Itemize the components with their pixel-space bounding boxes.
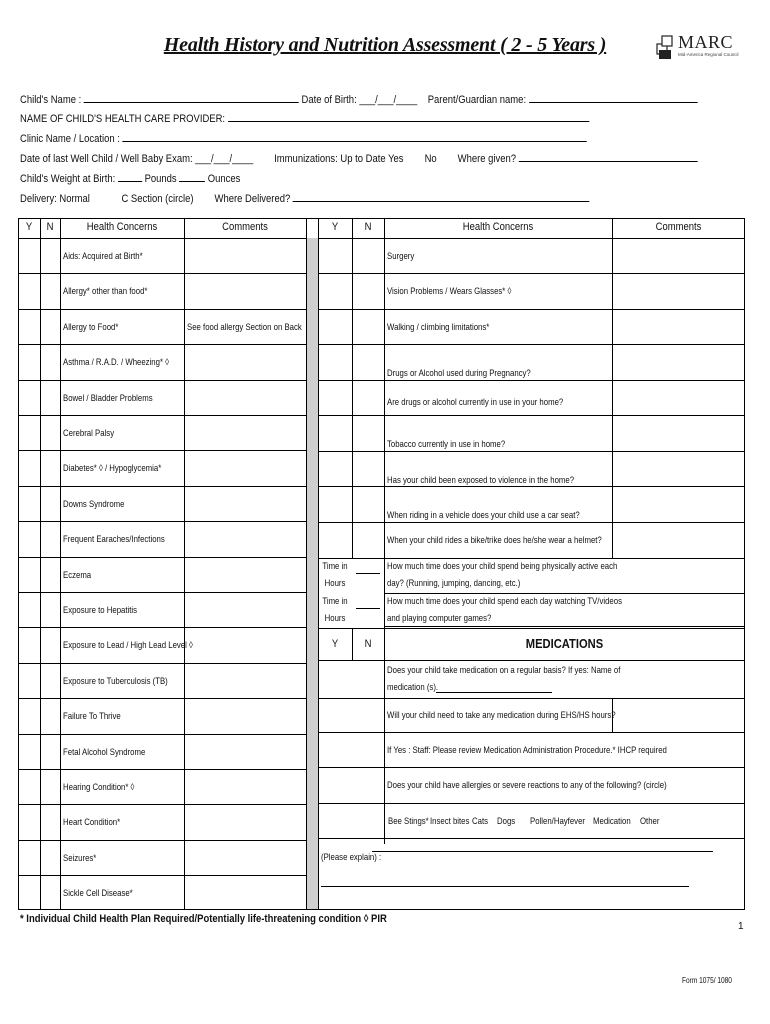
left-yes-checkbox[interactable] — [19, 876, 39, 909]
right-concern-label: Vision Problems / Wears Glasses* ◊ — [387, 286, 512, 297]
left-yes-checkbox[interactable] — [19, 628, 39, 661]
row-line — [18, 698, 306, 699]
col-concerns-left: Health Concerns — [86, 221, 158, 233]
left-no-checkbox[interactable] — [41, 451, 59, 484]
left-no-checkbox[interactable] — [41, 522, 59, 555]
immunizations-label: Immunizations: Up to Date Yes — [274, 153, 404, 165]
parent-label: Parent/Guardian name: — [427, 94, 527, 106]
row-line — [318, 628, 745, 629]
option-bee-stings[interactable]: Bee Stings* — [388, 816, 429, 827]
hours-label: Hours — [324, 613, 346, 624]
right-yes-checkbox[interactable] — [319, 452, 351, 485]
left-concern-label: Allergy to Food* — [63, 321, 119, 333]
tv-question-line1: How much time does your child spend each day watching TV/videos — [387, 596, 622, 607]
left-concern-label: Bowel / Bladder Problems — [63, 392, 153, 404]
row-line — [18, 309, 306, 310]
left-no-checkbox[interactable] — [41, 664, 59, 697]
parent-field[interactable] — [529, 92, 698, 103]
tv-question-line2: and playing computer games? — [387, 613, 492, 624]
left-yes-checkbox[interactable] — [19, 522, 39, 555]
col-line — [352, 628, 353, 660]
header-row-5 — [20, 171, 240, 185]
col-y-right: Y — [331, 221, 339, 233]
row-line — [318, 698, 745, 699]
right-no-checkbox[interactable] — [353, 345, 383, 378]
marc-logo — [656, 32, 739, 62]
row-line — [18, 521, 306, 522]
option-medication[interactable]: Medication — [593, 816, 631, 827]
left-concern-label: Seizures* — [63, 852, 97, 864]
explain-field[interactable] — [372, 851, 713, 852]
left-no-checkbox[interactable] — [41, 558, 59, 591]
header-row-2 — [20, 111, 589, 125]
dob-field[interactable]: ___/___/____ — [359, 94, 418, 106]
right-yes-checkbox[interactable] — [319, 523, 351, 556]
pounds-label: Pounds — [144, 173, 177, 185]
delivery-label: Delivery: Normal — [20, 193, 90, 205]
left-concern-label: Fetal Alcohol Syndrome — [63, 746, 146, 758]
med-staff-note: If Yes : Staff: Please review Medication Administration Procedure.* IHCP required — [387, 745, 667, 756]
row-line — [384, 626, 745, 627]
allergies-question: Does your child have allergies or severe reactions to any of the following? (circle) — [387, 780, 667, 791]
right-no-checkbox[interactable] — [353, 274, 383, 307]
right-yes-checkbox[interactable] — [319, 381, 351, 414]
left-no-checkbox[interactable] — [41, 239, 59, 272]
hours-label: Hours — [324, 578, 346, 589]
row-line — [384, 593, 745, 594]
row-line — [18, 557, 306, 558]
childs-name-label: Child's Name : — [20, 94, 82, 106]
row-line — [18, 592, 306, 593]
header-row-4 — [20, 151, 698, 165]
left-concern-label: Sickle Cell Disease* — [63, 888, 133, 900]
right-yes-checkbox[interactable] — [319, 345, 351, 378]
right-concern-label: Tobacco currently in use in home? — [387, 439, 506, 450]
left-yes-checkbox[interactable] — [19, 416, 39, 449]
page-number: 1 — [738, 921, 744, 932]
left-no-checkbox[interactable] — [41, 699, 59, 732]
header-row-3 — [20, 131, 587, 145]
left-yes-checkbox[interactable] — [19, 239, 39, 272]
left-concern-label: Heart Condition* — [63, 817, 121, 829]
childs-name-field[interactable] — [84, 92, 299, 103]
left-concern-label: Frequent Earaches/Infections — [63, 534, 165, 546]
separator-column — [306, 238, 318, 909]
row-line — [18, 627, 306, 628]
med-q2: Will your child need to take any medication during EHS/HS hours? — [387, 710, 616, 721]
left-concern-label: Exposure to Tuberculosis (TB) — [63, 675, 168, 687]
right-yes-checkbox[interactable] — [319, 239, 351, 272]
left-yes-checkbox[interactable] — [19, 805, 39, 838]
right-concern-label: Drugs or Alcohol used during Pregnancy? — [387, 368, 531, 379]
left-no-checkbox[interactable] — [41, 381, 59, 414]
form-number: Form 1075/ 1080 — [682, 976, 732, 985]
left-no-checkbox[interactable] — [41, 345, 59, 378]
row-line — [18, 273, 306, 274]
right-yes-checkbox[interactable] — [319, 274, 351, 307]
left-yes-checkbox[interactable] — [19, 593, 39, 626]
right-no-checkbox[interactable] — [353, 381, 383, 414]
left-concern-label: Asthma / R.A.D. / Wheezing* ◊ — [63, 357, 170, 369]
right-no-checkbox[interactable] — [353, 239, 383, 272]
left-concern-label: Cerebral Palsy — [63, 428, 115, 439]
left-concern-label: Diabetes* ◊ / Hypoglycemia* — [63, 463, 162, 475]
left-no-checkbox[interactable] — [41, 274, 59, 307]
right-concern-label: Are drugs or alcohol currently in use in your home? — [387, 397, 564, 408]
row-line — [18, 450, 306, 451]
well-child-label: Date of last Well Child / Well Baby Exam: — [20, 153, 193, 165]
right-no-checkbox[interactable] — [353, 523, 383, 556]
row-line — [18, 415, 306, 416]
left-yes-checkbox[interactable] — [19, 274, 39, 307]
provider-field[interactable] — [228, 111, 589, 122]
row-line — [318, 803, 745, 804]
form-title: Health History and Nutrition Assessment ( 2 - 5 Years ) — [163, 34, 607, 56]
right-no-checkbox[interactable] — [353, 310, 383, 343]
med-col-y: Y — [331, 638, 339, 650]
right-no-checkbox[interactable] — [353, 452, 383, 485]
explain-label: (Please explain) : — [321, 852, 382, 863]
dob-label: Date of Birth: — [301, 94, 357, 106]
left-concern-label: Hearing Condition* ◊ — [63, 782, 135, 793]
left-yes-checkbox[interactable] — [19, 699, 39, 732]
left-concern-label: Downs Syndrome — [63, 498, 125, 510]
left-yes-checkbox[interactable] — [19, 664, 39, 697]
col-y-left: Y — [25, 221, 33, 233]
left-yes-checkbox[interactable] — [19, 310, 39, 343]
right-no-checkbox[interactable] — [353, 487, 383, 520]
row-line — [318, 558, 745, 559]
med-col-n: N — [364, 638, 372, 650]
right-concern-label: When your child rides a bike/trike does he/she wear a helmet? — [387, 535, 602, 546]
col-line — [306, 218, 307, 910]
pounds-field[interactable] — [118, 171, 142, 182]
right-concern-label: When riding in a vehicle does your child use a car seat? — [387, 510, 580, 521]
tv-hours-field[interactable] — [356, 608, 380, 609]
left-concern-label: Eczema — [63, 569, 92, 581]
left-yes-checkbox[interactable] — [19, 770, 39, 803]
active-question-line1: How much time does your child spend being physically active each — [387, 561, 618, 572]
row-line — [18, 840, 306, 841]
where-delivered-label: Where Delivered? — [214, 193, 291, 205]
left-yes-checkbox[interactable] — [19, 735, 39, 768]
col-line — [384, 218, 385, 558]
where-given-field[interactable] — [519, 151, 698, 162]
left-no-checkbox[interactable] — [41, 628, 59, 661]
left-concern-label: Allergy* other than food* — [63, 286, 148, 298]
logo-tagline: Mid-America Regional Council — [678, 52, 739, 57]
ounces-field[interactable] — [179, 171, 205, 182]
footnote: * Individual Child Health Plan Required/Potentially life-threatening condition ◊ PIR — [20, 913, 387, 925]
option-other[interactable]: Other — [640, 816, 660, 827]
provider-label: NAME OF CHILD'S HEALTH CARE PROVIDER: — [20, 113, 226, 125]
left-yes-checkbox[interactable] — [19, 381, 39, 414]
col-n-left: N — [46, 221, 54, 233]
row-line — [318, 732, 745, 733]
right-concern-label: Surgery — [387, 251, 415, 262]
right-concern-label: Has your child been exposed to violence in the home? — [387, 475, 575, 486]
row-line — [18, 238, 306, 239]
active-question-line2: day? (Running, jumping, dancing, etc.) — [387, 578, 521, 589]
row-line — [18, 486, 306, 487]
col-line — [184, 218, 185, 910]
right-yes-checkbox[interactable] — [319, 487, 351, 520]
left-concern-label: Exposure to Hepatitis — [63, 605, 138, 616]
header-row-6 — [20, 191, 590, 205]
med-q1-line2: medication (s). — [387, 682, 439, 693]
row-line — [18, 663, 306, 664]
medications-heading: MEDICATIONS — [525, 636, 604, 651]
left-no-checkbox[interactable] — [41, 770, 59, 803]
logo-word: MARC — [678, 32, 734, 52]
right-yes-checkbox[interactable] — [319, 416, 351, 449]
left-no-checkbox[interactable] — [41, 805, 59, 838]
med-q1-line1: Does your child take medication on a regular basis? If yes: Name of — [387, 665, 621, 676]
c-section-label: C Section (circle) — [121, 193, 194, 205]
ounces-label: Ounces — [207, 173, 241, 185]
option-dogs[interactable]: Dogs — [497, 816, 516, 827]
row-line — [318, 767, 745, 768]
option-insect-bites[interactable]: Insect bites — [430, 816, 470, 827]
header-row-1 — [20, 92, 697, 106]
well-child-field[interactable]: ___/___/____ — [195, 153, 254, 165]
left-no-checkbox[interactable] — [41, 487, 59, 520]
left-concern-comment: See food allergy Section on Back — [187, 321, 302, 333]
explain-field-2[interactable] — [321, 886, 689, 887]
col-comments-left: Comments — [222, 221, 268, 233]
left-concern-label: Aids: Acquired at Birth* — [63, 251, 143, 262]
immunizations-no: No — [424, 153, 437, 165]
clinic-field[interactable] — [123, 131, 587, 142]
row-line — [18, 344, 306, 345]
col-comments-right: Comments — [655, 221, 702, 233]
row-line — [318, 838, 745, 839]
time-in-label: Time in — [322, 596, 348, 607]
left-no-checkbox[interactable] — [41, 841, 59, 874]
left-yes-checkbox[interactable] — [19, 558, 39, 591]
left-yes-checkbox[interactable] — [19, 841, 39, 874]
left-concern-label: Failure To Thrive — [63, 711, 121, 723]
left-no-checkbox[interactable] — [41, 735, 59, 768]
clinic-label: Clinic Name / Location : — [20, 133, 120, 145]
row-line — [18, 380, 306, 381]
left-no-checkbox[interactable] — [41, 310, 59, 343]
left-yes-checkbox[interactable] — [19, 451, 39, 484]
weight-label: Child's Weight at Birth: — [20, 173, 116, 185]
left-no-checkbox[interactable] — [41, 416, 59, 449]
left-yes-checkbox[interactable] — [19, 487, 39, 520]
col-n-right: N — [364, 221, 372, 233]
row-line — [18, 875, 306, 876]
right-concern-label: Walking / climbing limitations* — [387, 322, 490, 333]
active-hours-field[interactable] — [356, 573, 380, 574]
left-yes-checkbox[interactable] — [19, 345, 39, 378]
option-cats[interactable]: Cats — [472, 816, 489, 827]
col-concerns-right: Health Concerns — [462, 221, 534, 233]
blocks-logo-icon — [656, 32, 676, 60]
time-in-label: Time in — [322, 561, 348, 572]
where-delivered-field[interactable] — [293, 191, 590, 202]
medication-name-field[interactable] — [436, 692, 552, 693]
right-no-checkbox[interactable] — [353, 416, 383, 449]
where-given-label: Where given? — [457, 153, 517, 165]
left-no-checkbox[interactable] — [41, 593, 59, 626]
row-line — [18, 734, 306, 735]
left-concern-label: Exposure to Lead / High Lead Level ◊ — [63, 640, 193, 652]
row-line — [18, 769, 306, 770]
row-line — [318, 660, 745, 661]
right-yes-checkbox[interactable] — [319, 310, 351, 343]
row-line — [18, 804, 306, 805]
col-line — [60, 218, 61, 910]
left-no-checkbox[interactable] — [41, 876, 59, 909]
col-line — [612, 218, 613, 558]
option-pollen[interactable]: Pollen/Hayfever — [530, 816, 585, 827]
